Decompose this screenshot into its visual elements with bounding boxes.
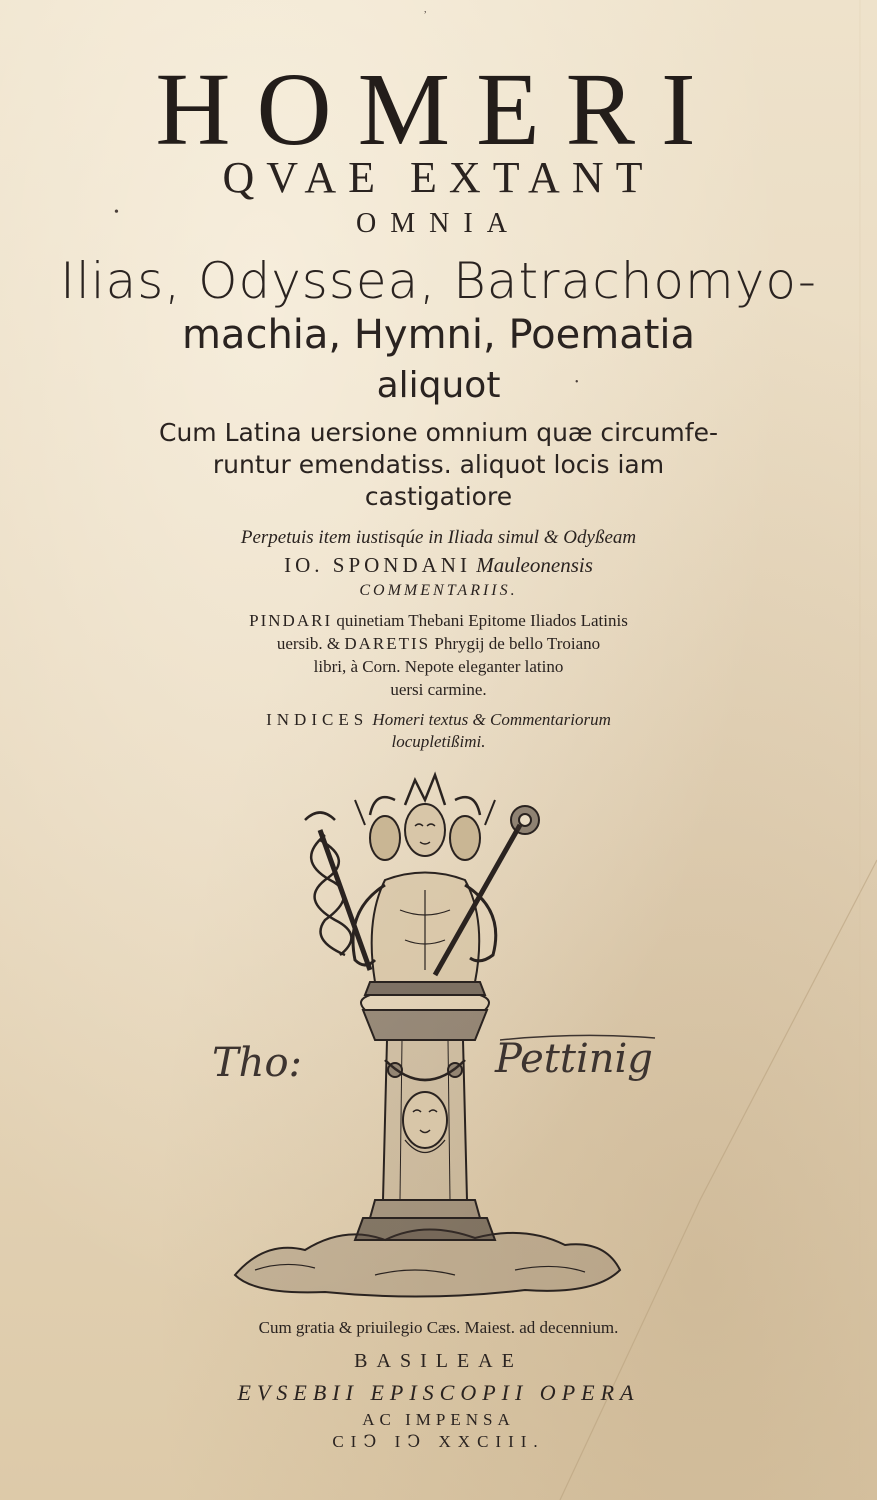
subtitle-quae-extant bbox=[0, 152, 877, 203]
latin-line-2-text: runtur emendatiss. aliquot locis iam bbox=[212, 450, 665, 479]
latin-line-3-text: castigatiore bbox=[364, 482, 513, 511]
basileae-text: BASILEAE bbox=[354, 1350, 523, 1372]
works-line-2-text: machia, Hymni, Poematia bbox=[181, 312, 696, 358]
signature-left-text: Tho: bbox=[212, 1040, 302, 1086]
indices-label: INDICES bbox=[266, 710, 369, 729]
works-line-1-text: Ilias, Odyssea, Batrachomyo- bbox=[60, 252, 817, 310]
perpetuis-line bbox=[0, 527, 877, 549]
signature-left bbox=[212, 1040, 302, 1086]
basileae-line bbox=[0, 1350, 877, 1373]
ink-dot-mark: • bbox=[114, 205, 119, 220]
impensa-text: AC IMPENSA bbox=[362, 1410, 515, 1429]
spondani-line bbox=[0, 553, 877, 578]
privilege-text: Cum gratia & priuilegio Cæs. Maiest. ad decennium. bbox=[258, 1318, 619, 1337]
subtitle-text: QVAE EXTANT bbox=[222, 153, 655, 202]
pindari-line-1-rest: quinetiam Thebani Epitome Iliados Latinis bbox=[336, 611, 628, 630]
latin-line-1-text: Cum Latina uersione omnium quæ circumfe- bbox=[158, 418, 718, 447]
latin-line-1 bbox=[0, 418, 877, 447]
indices-line-2-text: locupletißimi. bbox=[391, 732, 486, 751]
commentariis-text: COMMENTARIIS. bbox=[359, 582, 518, 599]
privilege-line bbox=[0, 1318, 877, 1338]
pindari-line-3-text: libri, à Corn. Nepote eleganter latino bbox=[313, 657, 564, 676]
works-line-2 bbox=[0, 312, 877, 358]
commentariis-line bbox=[0, 582, 877, 600]
pindari-line-1 bbox=[0, 611, 877, 631]
works-line-1 bbox=[0, 252, 877, 310]
indices-line-1 bbox=[0, 710, 877, 730]
pindari-line-2 bbox=[0, 634, 877, 654]
pindari-line-3 bbox=[0, 657, 877, 677]
latin-line-3 bbox=[0, 482, 877, 511]
daretis-name: DARETIS bbox=[344, 634, 431, 653]
indices-line-2 bbox=[0, 732, 877, 752]
impensa-line bbox=[0, 1410, 877, 1430]
pindari-line-4-text: uersi carmine. bbox=[390, 680, 487, 699]
omnia-line bbox=[0, 208, 877, 240]
works-line-3-text: aliquot bbox=[376, 365, 501, 406]
printer-text: EVSEBII EPISCOPII OPERA bbox=[237, 1380, 640, 1405]
spondani-name: IO. SPONDANI bbox=[284, 553, 471, 577]
date-text: CIↃ IↃ XXCIII. bbox=[332, 1432, 545, 1451]
printer-line bbox=[0, 1380, 877, 1406]
pindari-line-4 bbox=[0, 680, 877, 700]
pindari-name: PINDARI bbox=[249, 611, 333, 630]
indices-rest: Homeri textus & Commentariorum bbox=[372, 710, 611, 729]
omnia-text: OMNIA bbox=[356, 208, 521, 239]
signature-underline bbox=[500, 1030, 660, 1050]
ink-dot-mark: , bbox=[424, 4, 427, 15]
pindari-line-2-rest: Phrygij de bello Troiano bbox=[434, 634, 601, 653]
title-text: HOMERI bbox=[155, 52, 722, 167]
latin-line-2 bbox=[0, 450, 877, 479]
ink-dot-mark: • bbox=[575, 377, 579, 388]
pindari-line-2-prefix: uersib. & bbox=[276, 634, 341, 653]
spondani-origin: Mauleonensis bbox=[476, 553, 593, 577]
date-line bbox=[0, 1432, 877, 1452]
perpetuis-text: Perpetuis item iustisqúe in Iliada simul & Odyßeam bbox=[240, 527, 637, 548]
signature-right-text: Pettinig bbox=[495, 1036, 653, 1082]
works-line-3 bbox=[0, 365, 877, 406]
